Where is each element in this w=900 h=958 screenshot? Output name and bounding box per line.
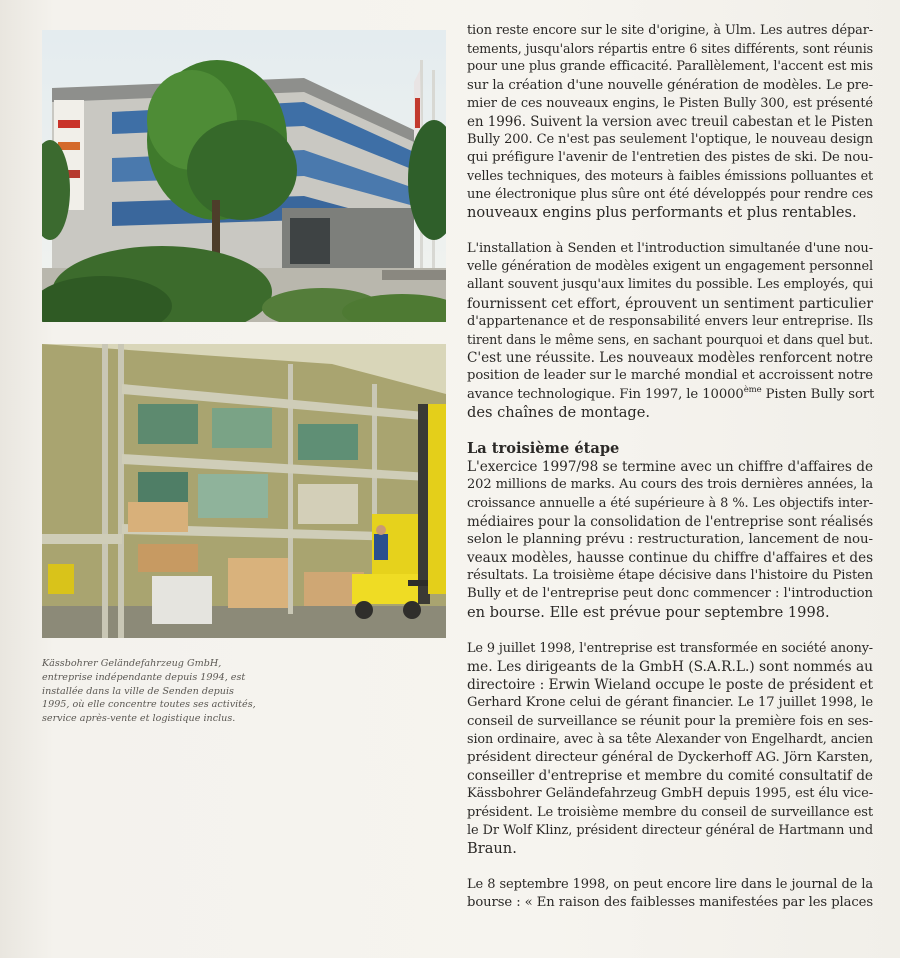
- text-fragment: Pisten Bully sort: [761, 386, 875, 402]
- text-line: en bourse. Elle est prévue pour septembre 1998.: [467, 603, 830, 621]
- photo-caption: [42, 657, 256, 726]
- text-line: tion reste encore sur le site d'origine, à Ulm. Les autres dépar-: [467, 23, 873, 38]
- text-line: L'installation à Senden et l'introduction simultanée d'une nou-: [467, 241, 873, 257]
- section-heading: La troisième étape: [467, 439, 620, 457]
- caption-line: service après-vente et logistique inclus.: [42, 713, 236, 725]
- text-line: Bully 200. Ce n'est pas seulement l'optique, le nouveau design: [467, 132, 873, 148]
- text-line: 202 millions de marks. Au cours des trois dernières années, la: [467, 477, 873, 493]
- text-line: Gerhard Krone celui de gérant financier. Le 17 juillet 1998, le: [467, 695, 873, 711]
- warehouse-photo: [42, 344, 446, 638]
- text-line: sion ordinaire, avec à sa tête Alexander von Engelhardt, ancien: [467, 731, 873, 747]
- text-line: Le 8 septembre 1998, on peut encore lire dans le journal de la: [467, 877, 873, 893]
- text-line: mier de ces nouveaux engins, le Pisten Bully 300, est présenté: [467, 95, 873, 111]
- text-line: selon le planning prévu : restructuration, lancement de nou-: [467, 531, 873, 547]
- building-photo: [42, 30, 446, 322]
- superscript: ème: [743, 384, 762, 395]
- text-line: bourse : « En raison des faiblesses manifestées par les places: [467, 895, 873, 911]
- text-line: L'exercice 1997/98 se termine avec un chiffre d'affaires de: [467, 459, 873, 476]
- caption-line: 1995, où elle concentre toutes ses activités,: [42, 699, 256, 711]
- text-line: velle génération de modèles exigent un engagement personnel: [467, 259, 873, 275]
- text-line: résultats. La troisième étape décisive dans l'histoire du Pisten: [467, 568, 873, 584]
- caption-line: entreprise indépendante depuis 1994, est: [42, 671, 246, 683]
- text-line: velles techniques, des moteurs à faibles émissions polluantes et: [467, 168, 873, 184]
- caption-line: installée dans la ville de Senden depuis: [42, 685, 234, 697]
- text-line: allant souvent jusqu'aux limites du possible. Les employés, qui: [467, 277, 873, 293]
- text-line: tirent dans le même sens, en sachant pourquoi et dans quel but.: [467, 332, 873, 347]
- text-line: Braun.: [467, 839, 517, 857]
- paragraph-5: [467, 876, 873, 912]
- text-line: président. Le troisième membre du conseil de surveillance est: [467, 804, 873, 820]
- text-line: Kässbohrer Geländefahrzeug GmbH depuis 1995, est élu vice-: [467, 786, 873, 802]
- text-line: qui préfigure l'avenir de l'entretien des pistes de ski. De nou-: [467, 150, 873, 166]
- text-line: directoire : Erwin Wieland occupe le poste de président et: [467, 677, 873, 694]
- text-line: une électronique plus sûre ont été développés pour rendre ces: [467, 186, 873, 202]
- text-line: des chaînes de montage.: [467, 403, 651, 421]
- text-line: conseil de surveillance se réunit pour la première fois en ses-: [467, 713, 873, 729]
- text-line: en 1996. Suivent la version avec treuil cabestan et le Pisten: [467, 113, 873, 130]
- text-line: me. Les dirigeants de la GmbH (S.A.R.L.) sont nommés au: [467, 659, 873, 675]
- text-line: président directeur général de Dyckerhoff AG. Jörn Karsten,: [467, 749, 874, 765]
- text-line: croissance annuelle a été supérieure à 8 %. Les objectifs inter-: [467, 495, 873, 511]
- text-line: [467, 386, 873, 404]
- text-line: Bully et de l'entreprise peut donc commencer : l'introduction: [467, 586, 873, 602]
- paragraph-1: [467, 22, 873, 222]
- body-text-column: [467, 22, 873, 912]
- paragraph-4: [467, 640, 873, 858]
- text-line: pour une plus grande efficacité. Parallèlement, l'accent est mis: [467, 59, 873, 75]
- paragraph-3: [467, 458, 873, 622]
- text-line: conseiller d'entreprise et membre du comité consultatif de: [467, 768, 873, 785]
- text-line: nouveaux engins plus performants et plus rentables.: [467, 203, 857, 221]
- text-line: Le 9 juillet 1998, l'entreprise est transformée en société anony-: [467, 640, 873, 656]
- paragraph-2: [467, 240, 873, 422]
- text-line: le Dr Wolf Klinz, président directeur général de Hartmann und: [467, 822, 873, 838]
- text-fragment: avance technologique. Fin 1997, le 10000: [467, 386, 744, 402]
- text-line: position de leader sur le marché mondial et accroissent notre: [467, 368, 873, 384]
- text-line: d'appartenance et de responsabilité envers leur entreprise. Ils: [467, 313, 873, 329]
- text-line: fournissent cet effort, éprouvent un sentiment particulier: [467, 295, 874, 312]
- text-line: C'est une réussite. Les nouveaux modèles renforcent notre: [467, 350, 873, 367]
- text-line: veaux modèles, hausse continue du chiffre d'affaires et des: [467, 550, 873, 567]
- text-line: médiaires pour la consolidation de l'entreprise sont réalisés: [467, 513, 874, 530]
- caption-line: Kässbohrer Geländefahrzeug GmbH,: [42, 658, 222, 669]
- text-line: sur la création d'une nouvelle génération de modèles. Le pre-: [467, 77, 873, 93]
- text-line: tements, jusqu'alors répartis entre 6 sites différents, sont réunis: [467, 41, 873, 57]
